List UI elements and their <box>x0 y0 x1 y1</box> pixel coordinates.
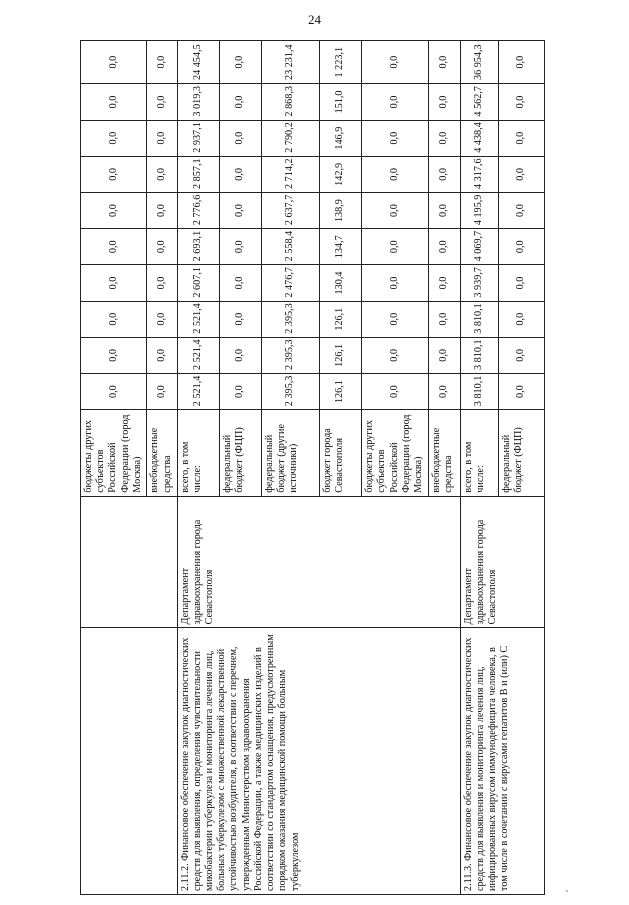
year-value: 0,0 <box>81 120 147 156</box>
rotated-table-viewport <box>80 40 545 895</box>
year-value: 2 395,3 <box>261 373 319 409</box>
year-value: 0,0 <box>498 84 544 120</box>
year-value: 2 521,4 <box>177 301 219 337</box>
year-value: 126,1 <box>319 373 361 409</box>
table-row <box>460 41 498 895</box>
total-value: 0,0 <box>219 41 261 84</box>
year-value: 146,9 <box>319 120 361 156</box>
year-value: 4 317,6 <box>460 156 498 192</box>
year-value: 0,0 <box>147 156 177 192</box>
total-value: 0,0 <box>81 41 147 84</box>
year-value: 0,0 <box>147 337 177 373</box>
year-value: 2 476,7 <box>261 265 319 301</box>
year-value: 0,0 <box>428 120 460 156</box>
year-value: 0,0 <box>81 229 147 265</box>
year-value: 0,0 <box>428 192 460 228</box>
year-value: 0,0 <box>428 265 460 301</box>
source-label: всего, в том числе: <box>460 410 498 497</box>
year-value: 2 714,2 <box>261 156 319 192</box>
year-value: 2 790,2 <box>261 120 319 156</box>
year-value: 0,0 <box>428 156 460 192</box>
year-value: 3 810,1 <box>460 337 498 373</box>
year-value: 2 521,4 <box>177 337 219 373</box>
year-value: 0,0 <box>498 265 544 301</box>
year-value: 0,0 <box>498 156 544 192</box>
total-value: 23 231,4 <box>261 41 319 84</box>
year-value: 0,0 <box>362 156 428 192</box>
source-label: федеральный бюджет (ФЦП) <box>219 410 261 497</box>
year-value: 0,0 <box>428 84 460 120</box>
landscape-table-frame <box>80 40 545 895</box>
year-value: 0,0 <box>219 301 261 337</box>
source-label: федеральный бюджет (другие источники) <box>261 410 319 497</box>
executor-cell-continued <box>81 496 178 628</box>
total-value: 0,0 <box>428 41 460 84</box>
year-value: 126,1 <box>319 337 361 373</box>
year-value: 0,0 <box>498 301 544 337</box>
year-value: 2 607,1 <box>177 265 219 301</box>
year-value: 2 395,3 <box>261 337 319 373</box>
source-label: всего, в том числе: <box>177 410 219 497</box>
year-value: 0,0 <box>81 337 147 373</box>
year-value: 2 521,4 <box>177 373 219 409</box>
year-value: 0,0 <box>362 192 428 228</box>
year-value: 0,0 <box>147 120 177 156</box>
year-value: 0,0 <box>219 229 261 265</box>
total-value: 24 454,5 <box>177 41 219 84</box>
year-value: 0,0 <box>498 229 544 265</box>
year-value: 0,0 <box>362 84 428 120</box>
year-value: 4 438,4 <box>460 120 498 156</box>
year-value: 0,0 <box>81 301 147 337</box>
year-value: 2 637,7 <box>261 192 319 228</box>
year-value: 0,0 <box>219 373 261 409</box>
year-value: 142,9 <box>319 156 361 192</box>
year-value: 0,0 <box>219 156 261 192</box>
year-value: 0,0 <box>428 229 460 265</box>
activity-cell-continued <box>81 628 178 895</box>
total-value: 0,0 <box>362 41 428 84</box>
page-number: 24 <box>308 12 321 27</box>
activity-name: 2.11.3. Финансовое обеспечение закупок диагностических средств для выявления и мониторинга лечения лиц, инфицированных вирусом иммунодефицита человека, в том числе в сочетании с вирусами гепатитов В и (или) С <box>460 628 544 895</box>
year-value: 2 776,6 <box>177 192 219 228</box>
year-value: 0,0 <box>362 229 428 265</box>
year-value: 134,7 <box>319 229 361 265</box>
year-value: 4 069,7 <box>460 229 498 265</box>
year-value: 2 868,3 <box>261 84 319 120</box>
year-value: 2 857,1 <box>177 156 219 192</box>
year-value: 0,0 <box>219 265 261 301</box>
year-value: 0,0 <box>362 373 428 409</box>
year-value: 0,0 <box>81 156 147 192</box>
year-value: 0,0 <box>147 265 177 301</box>
source-label: внебюджетные средства <box>147 410 177 497</box>
year-value: 151,0 <box>319 84 361 120</box>
year-value: 0,0 <box>81 192 147 228</box>
source-label: бюджеты других субъектов Российской Федерации (город Москва) <box>362 410 428 497</box>
year-value: 0,0 <box>219 192 261 228</box>
total-value: 0,0 <box>147 41 177 84</box>
year-value: 3 019,3 <box>177 84 219 120</box>
year-value: 0,0 <box>498 373 544 409</box>
year-value: 0,0 <box>81 373 147 409</box>
executor-name: Департамент здравоохранения города Севастополя <box>460 496 544 628</box>
source-label: внебюджетные средства <box>428 410 460 497</box>
table-row <box>177 41 219 895</box>
year-value: 3 939,7 <box>460 265 498 301</box>
year-value: 130,4 <box>319 265 361 301</box>
source-label: федеральный бюджет (ФЦП) <box>498 410 544 497</box>
total-value: 0,0 <box>498 41 544 84</box>
year-value: 0,0 <box>147 301 177 337</box>
year-value: 0,0 <box>219 337 261 373</box>
total-value: 36 954,3 <box>460 41 498 84</box>
year-value: 0,0 <box>219 120 261 156</box>
table-row <box>81 41 147 895</box>
year-value: 3 810,1 <box>460 373 498 409</box>
year-value: 0,0 <box>362 301 428 337</box>
source-label: бюджеты других субъектов Российской Федерации (город Москва) <box>81 410 147 497</box>
year-value: 0,0 <box>362 337 428 373</box>
year-value: 0,0 <box>428 337 460 373</box>
year-value: 3 810,1 <box>460 301 498 337</box>
year-value: 2 395,3 <box>261 301 319 337</box>
year-value: 0,0 <box>81 265 147 301</box>
year-value: 0,0 <box>147 192 177 228</box>
year-value: 0,0 <box>81 84 147 120</box>
year-value: 4 562,7 <box>460 84 498 120</box>
year-value: 126,1 <box>319 301 361 337</box>
year-value: 0,0 <box>362 265 428 301</box>
year-value: 2 558,4 <box>261 229 319 265</box>
year-value: 0,0 <box>147 84 177 120</box>
year-value: 0,0 <box>147 229 177 265</box>
year-value: 0,0 <box>428 301 460 337</box>
year-value: 0,0 <box>498 337 544 373</box>
year-value: 0,0 <box>362 120 428 156</box>
total-value: 1 223,1 <box>319 41 361 84</box>
executor-name: Департамент здравоохранения города Севастополя <box>177 496 460 628</box>
year-value: 0,0 <box>498 120 544 156</box>
source-label: бюджет города Севастополя <box>319 410 361 497</box>
year-value: 2 937,1 <box>177 120 219 156</box>
year-value: 2 693,1 <box>177 229 219 265</box>
year-value: 0,0 <box>498 192 544 228</box>
scan-speck <box>566 890 568 892</box>
year-value: 0,0 <box>428 373 460 409</box>
year-value: 4 195,9 <box>460 192 498 228</box>
year-value: 138,9 <box>319 192 361 228</box>
year-value: 0,0 <box>219 84 261 120</box>
year-value: 0,0 <box>147 373 177 409</box>
activity-name: 2.11.2. Финансовое обеспечение закупок диагностических средств для выявления, определения чувствительности микобактерии туберкулеза и мониторинга лечения лиц, больных туберкулезом с множественной лекарственной устойчивостью возбудителя, в соответствии с перечнем, утвержденным Министерством здравоохранения Российской Федерации, а также медицинских изделий в соответствии со стандартом оснащения, предусмотренным порядком оказания медицинской помощи больным туберкулезом <box>177 628 460 895</box>
financing-table <box>80 40 545 895</box>
